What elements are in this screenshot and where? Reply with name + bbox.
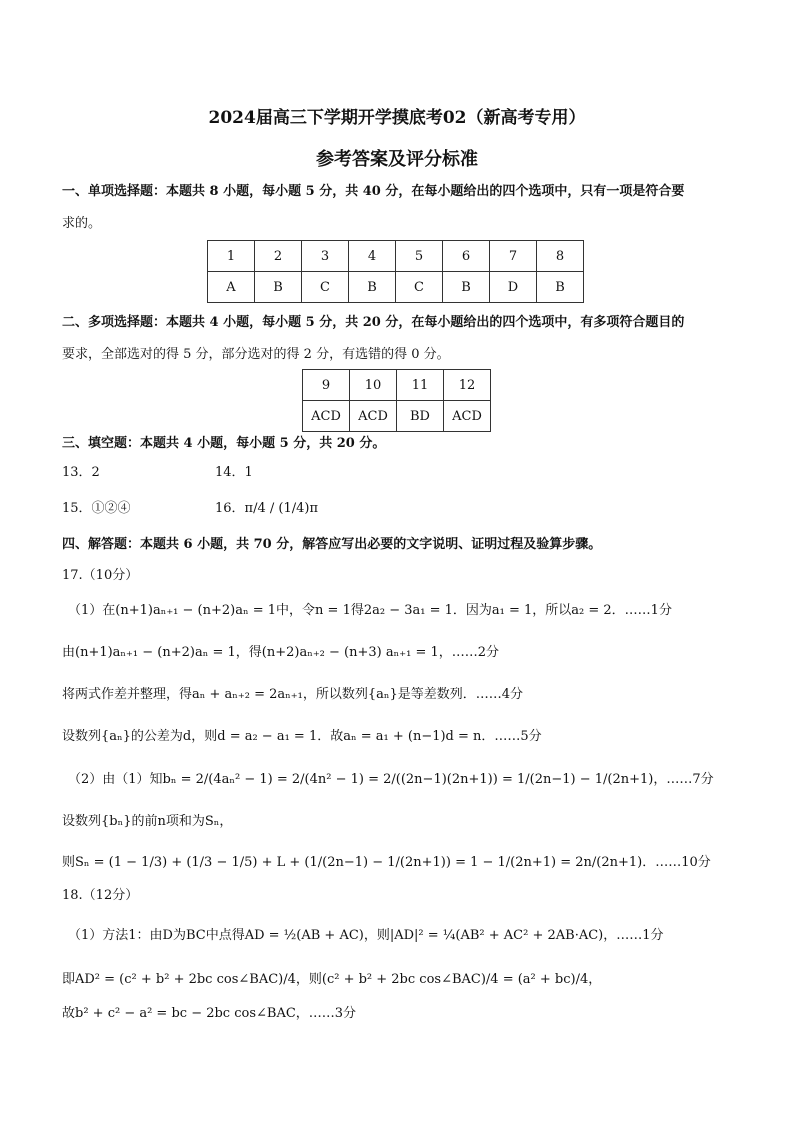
section-2-heading-cont: 要求，全部选对的得 5 分，部分选对的得 2 分，有选错的得 0 分。 [62, 347, 450, 362]
question-17-label: 17.（10分） [62, 568, 139, 583]
answer-cell-4: ACD [444, 401, 491, 432]
q17-line-6: 设数列{bₙ}的前n项和为Sₙ， [62, 814, 233, 829]
q18-line-3: 故b² + c² − a² = bc − 2bc cos∠BAC，……3分 [62, 1006, 357, 1021]
answer-15: 15．①②④ [62, 501, 131, 516]
q-number-cell-6: 6 [443, 241, 490, 272]
answer-16: 16．π/4 / (1/4)π [215, 501, 318, 516]
document-subtitle: 参考答案及评分标准 [316, 149, 478, 170]
q-number-cell-4: 12 [444, 370, 491, 401]
answer-cell-6: B [443, 272, 490, 303]
q-number-cell-4: 4 [349, 241, 396, 272]
q17-line-4: 设数列{aₙ}的公差为d，则d = a₂ − a₁ = 1．故aₙ = a₁ + (n−1)d = n．……5分 [62, 729, 542, 744]
answer-cell-3: BD [397, 401, 444, 432]
q17-line-2: 由(n+1)aₙ₊₁ − (n+2)aₙ = 1，得(n+2)aₙ₊₂ − (n+3) aₙ₊₁ = 1，……2分 [62, 645, 500, 660]
q-number-cell-7: 7 [490, 241, 537, 272]
section-3-heading: 三、填空题：本题共 4 小题，每小题 5 分，共 20 分。 [62, 436, 386, 451]
q18-line-1: （1）方法1：由D为BC中点得AD = ½(AB + AC)，则|AD|² = ¼(AB² + AC² + 2AB·AC)，……1分 [68, 928, 664, 943]
q17-line-7: 则Sₙ = (1 − 1/3) + (1/3 − 1/5) + L + (1/(2n−1) − 1/(2n+1)) = 1 − 1/(2n+1) = 2n/(2n+1)．……10分 [62, 855, 711, 870]
answer-cell-1: ACD [303, 401, 350, 432]
q-number-cell-3: 3 [302, 241, 349, 272]
multi-choice-answer-table [302, 369, 491, 432]
answer-cell-5: C [396, 272, 443, 303]
q17-line-1: （1）在(n+1)aₙ₊₁ − (n+2)aₙ = 1中，令n = 1得2a₂ − 3a₁ = 1．因为a₁ = 1，所以a₂ = 2．……1分 [68, 603, 672, 618]
answer-cell-2: ACD [350, 401, 397, 432]
answer-cell-7: D [490, 272, 537, 303]
answer-cell-8: B [537, 272, 584, 303]
q-number-cell-3: 11 [397, 370, 444, 401]
q-number-cell-8: 8 [537, 241, 584, 272]
q17-line-3: 将两式作差并整理，得aₙ + aₙ₊₂ = 2aₙ₊₁，所以数列{aₙ}是等差数列．……4分 [62, 687, 524, 702]
section-4-heading: 四、解答题：本题共 6 小题，共 70 分，解答应写出必要的文字说明、证明过程及验算步骤。 [62, 537, 602, 552]
q-number-cell-5: 5 [396, 241, 443, 272]
question-18-label: 18.（12分） [62, 888, 139, 903]
q-number-cell-1: 1 [208, 241, 255, 272]
document-title: 2024届高三下学期开学摸底考02（新高考专用） [208, 108, 586, 128]
answer-cell-4: B [349, 272, 396, 303]
section-2-heading: 二、多项选择题：本题共 4 小题，每小题 5 分，共 20 分，在每小题给出的四个选项中，有多项符合题目的 [62, 315, 685, 330]
q-number-cell-2: 2 [255, 241, 302, 272]
single-choice-answer-table [207, 240, 584, 303]
q-number-cell-1: 9 [303, 370, 350, 401]
answer-13: 13．2 [62, 465, 100, 480]
answer-cell-2: B [255, 272, 302, 303]
answer-14: 14．1 [215, 465, 253, 480]
section-1-heading-cont: 求的。 [62, 216, 102, 231]
answer-cell-1: A [208, 272, 255, 303]
q17-line-5: （2）由（1）知bₙ = 2/(4aₙ² − 1) = 2/(4n² − 1) = 2/((2n−1)(2n+1)) = 1/(2n−1) − 1/(2n+1)，……7分 [68, 772, 714, 787]
q18-line-2: 即AD² = (c² + b² + 2bc cos∠BAC)/4，则(c² + b² + 2bc cos∠BAC)/4 = (a² + bc)/4， [62, 972, 602, 987]
section-1-heading: 一、单项选择题：本题共 8 小题，每小题 5 分，共 40 分，在每小题给出的四个选项中，只有一项是符合要 [62, 184, 685, 199]
answer-cell-3: C [302, 272, 349, 303]
q-number-cell-2: 10 [350, 370, 397, 401]
